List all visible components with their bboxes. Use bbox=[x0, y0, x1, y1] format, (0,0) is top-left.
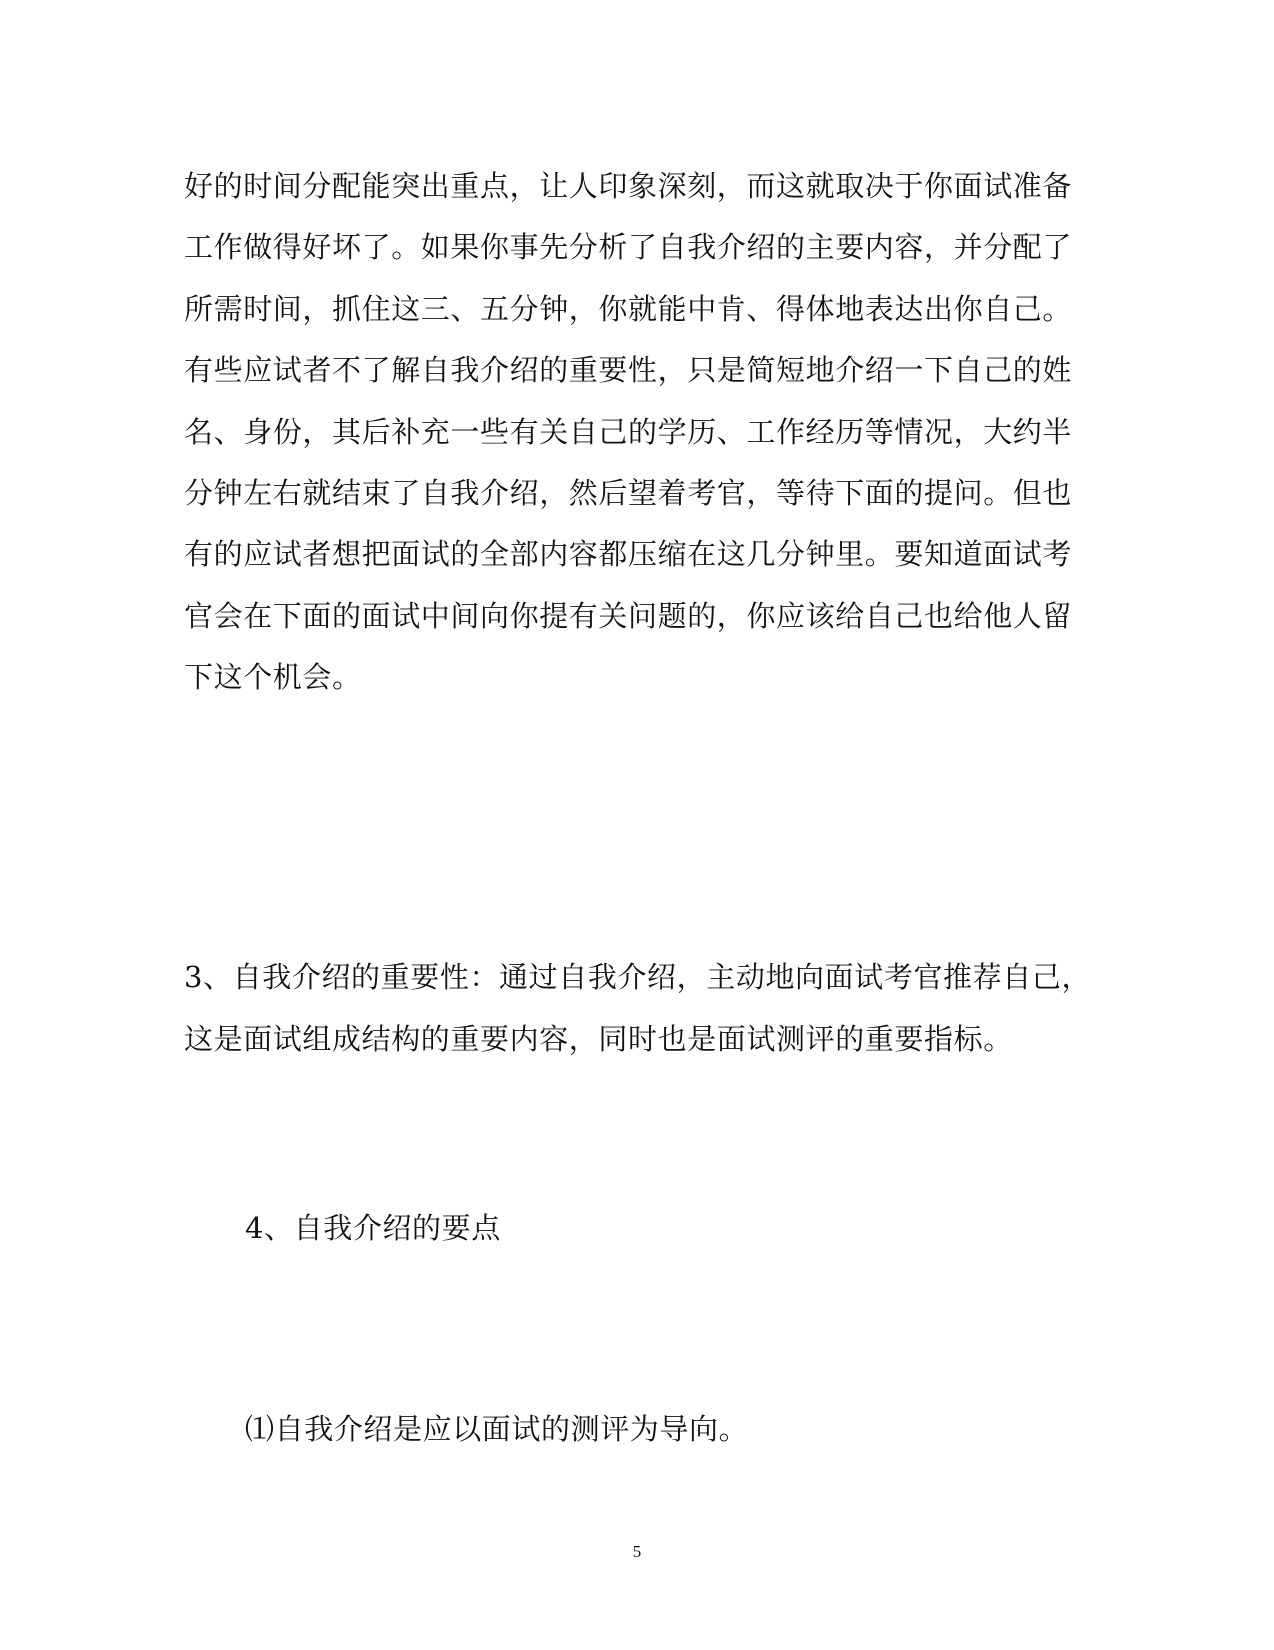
section-heading-key-points: 4、自我介绍的要点 bbox=[245, 1211, 501, 1245]
text-line: 下这个机会。 bbox=[184, 660, 362, 695]
list-item-1: ⑴自我介绍是应以面试的测评为导向。 bbox=[245, 1412, 749, 1446]
text-line: 有些应试者不了解自我介绍的重要性，只是简短地介绍一下自己的姓 bbox=[184, 353, 1073, 388]
text-line: 有的应试者想把面试的全部内容都压缩在这几分钟里。要知道面试考 bbox=[184, 537, 1073, 572]
paragraph-time-allocation bbox=[184, 156, 1073, 709]
paragraph-importance bbox=[184, 946, 1092, 1070]
text-line: 名、身份，其后补充一些有关自己的学历、工作经历等情况，大约半 bbox=[184, 414, 1073, 449]
text-line: 官会在下面的面试中间向你提有关问题的，你应该给自己也给他人留 bbox=[184, 598, 1073, 633]
text-line: 这是面试组成结构的重要内容，同时也是面试测评的重要指标。 bbox=[184, 1022, 1013, 1056]
text-line: 所需时间，抓住这三、五分钟，你就能中肯、得体地表达出你自己。 bbox=[184, 291, 1073, 326]
text-line: 3、自我介绍的重要性：通过自我介绍，主动地向面试考官推荐自己， bbox=[184, 960, 1092, 994]
text-line: 工作做得好坏了。如果你事先分析了自我介绍的主要内容，并分配了 bbox=[184, 230, 1073, 265]
text-line: 分钟左右就结束了自我介绍，然后望着考官，等待下面的提问。但也 bbox=[184, 475, 1073, 510]
text-line: 好的时间分配能突出重点，让人印象深刻，而这就取决于你面试准备 bbox=[184, 169, 1073, 203]
page-number: 5 bbox=[632, 1542, 642, 1561]
